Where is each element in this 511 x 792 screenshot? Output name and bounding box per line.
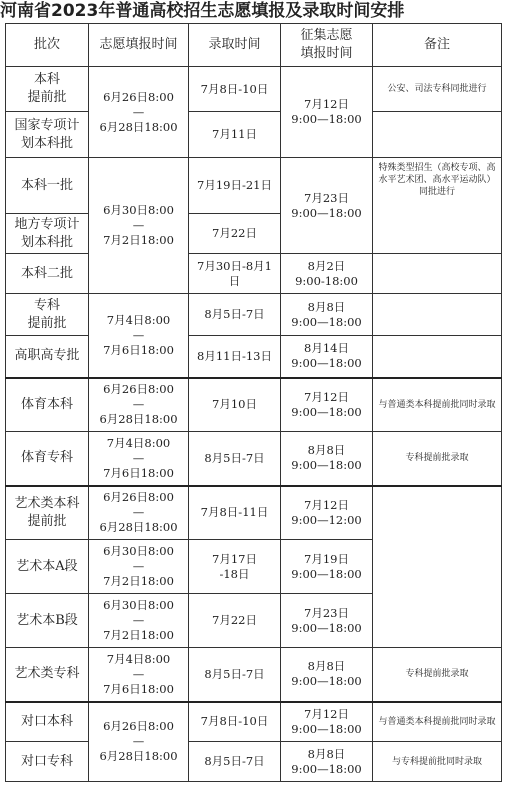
table-row [6,336,502,378]
solicit-time-cell: 8月8日 9:00—18:00 [281,432,373,486]
table-row [6,67,502,112]
solicit-time-cell: 8月8日 9:00—18:00 [281,742,373,782]
fill-time-cell: 7月4日8:00 — 7月6日18:00 [89,432,189,486]
header-solicit-time: 征集志愿 填报时间 [281,24,373,67]
table-row [6,158,502,214]
header-batch: 批次 [6,24,89,67]
remark-cell [373,486,502,648]
solicit-time-cell: 7月19日 9:00—18:00 [281,540,373,594]
remark-cell: 特殊类型招生（高校专项、高水平艺术团、高水平运动队）同批进行 [373,158,502,254]
table-row [6,648,502,702]
schedule-table [5,23,502,782]
remark-cell [373,254,502,294]
batch-cell: 高职高专批 [6,336,89,378]
solicit-time-cell: 7月23日 9:00—18:00 [281,158,373,254]
fill-time-cell: 6月26日8:00 — 6月28日18:00 [89,702,189,782]
solicit-time-cell: 8月2日 9:00-18:00 [281,254,373,294]
table-row [6,294,502,336]
solicit-time-cell: 7月12日 9:00—18:00 [281,378,373,432]
admit-time-cell: 7月22日 [189,594,281,648]
fill-time-cell: 6月26日8:00 — 6月28日18:00 [89,486,189,540]
remark-cell [373,112,502,158]
batch-cell: 艺术类本科 提前批 [6,486,89,540]
admit-time-cell: 7月11日 [189,112,281,158]
remark-cell [373,336,502,378]
batch-cell: 本科 提前批 [6,67,89,112]
batch-cell: 对口本科 [6,702,89,742]
solicit-time-cell: 8月8日 9:00—18:00 [281,294,373,336]
fill-time-cell: 6月30日8:00 — 7月2日18:00 [89,158,189,294]
batch-cell: 地方专项计 划本科批 [6,214,89,254]
batch-cell: 本科一批 [6,158,89,214]
admit-time-cell: 8月11日-13日 [189,336,281,378]
solicit-time-cell: 7月12日 9:00—18:00 [281,702,373,742]
batch-cell: 艺术本A段 [6,540,89,594]
fill-time-cell: 7月4日8:00 — 7月6日18:00 [89,648,189,702]
batch-cell: 体育专科 [6,432,89,486]
header-remark: 备注 [373,24,502,67]
fill-time-cell: 6月30日8:00 — 7月2日18:00 [89,594,189,648]
admit-time-cell: 7月19日-21日 [189,158,281,214]
batch-cell: 艺术本B段 [6,594,89,648]
batch-cell: 对口专科 [6,742,89,782]
remark-cell: 专科提前批录取 [373,432,502,486]
remark-cell: 与普通类本科提前批同时录取 [373,702,502,742]
table-row [6,742,502,782]
remark-cell: 公安、司法专科同批进行 [373,67,502,112]
table-row [6,112,502,158]
table-row [6,702,502,742]
admit-time-cell: 7月30日-8月1 日 [189,254,281,294]
table-row [6,432,502,486]
header-admit-time: 录取时间 [189,24,281,67]
batch-cell: 体育本科 [6,378,89,432]
admit-time-cell: 7月17日 -18日 [189,540,281,594]
remark-cell: 专科提前批录取 [373,648,502,702]
batch-cell: 本科二批 [6,254,89,294]
remark-cell: 与普通类本科提前批同时录取 [373,378,502,432]
fill-time-cell: 7月4日8:00 — 7月6日18:00 [89,294,189,378]
admit-time-cell: 7月8日-10日 [189,67,281,112]
page-title: 河南省2023年普通高校招生志愿填报及录取时间安排 [0,1,405,21]
solicit-time-cell: 7月12日 9:00—18:00 [281,67,373,158]
remark-cell: 与专科提前批同时录取 [373,742,502,782]
admit-time-cell: 7月8日-10日 [189,702,281,742]
header-row [6,24,502,67]
admit-time-cell: 7月22日 [189,214,281,254]
admit-time-cell: 7月8日-11日 [189,486,281,540]
admit-time-cell: 8月5日-7日 [189,294,281,336]
header-fill-time: 志愿填报时间 [89,24,189,67]
fill-time-cell: 6月30日8:00 — 7月2日18:00 [89,540,189,594]
table-row [6,378,502,432]
solicit-time-cell: 7月12日 9:00—12:00 [281,486,373,540]
batch-cell: 艺术类专科 [6,648,89,702]
admit-time-cell: 8月5日-7日 [189,648,281,702]
table-row [6,254,502,294]
solicit-time-cell: 8月8日 9:00—18:00 [281,648,373,702]
solicit-time-cell: 8月14日 9:00—18:00 [281,336,373,378]
fill-time-cell: 6月26日8:00 — 6月28日18:00 [89,378,189,432]
admit-time-cell: 8月5日-7日 [189,432,281,486]
fill-time-cell: 6月26日8:00 — 6月28日18:00 [89,67,189,158]
admit-time-cell: 8月5日-7日 [189,742,281,782]
batch-cell: 专科 提前批 [6,294,89,336]
batch-cell: 国家专项计 划本科批 [6,112,89,158]
table-row [6,486,502,540]
admit-time-cell: 7月10日 [189,378,281,432]
remark-cell [373,294,502,336]
solicit-time-cell: 7月23日 9:00—18:00 [281,594,373,648]
